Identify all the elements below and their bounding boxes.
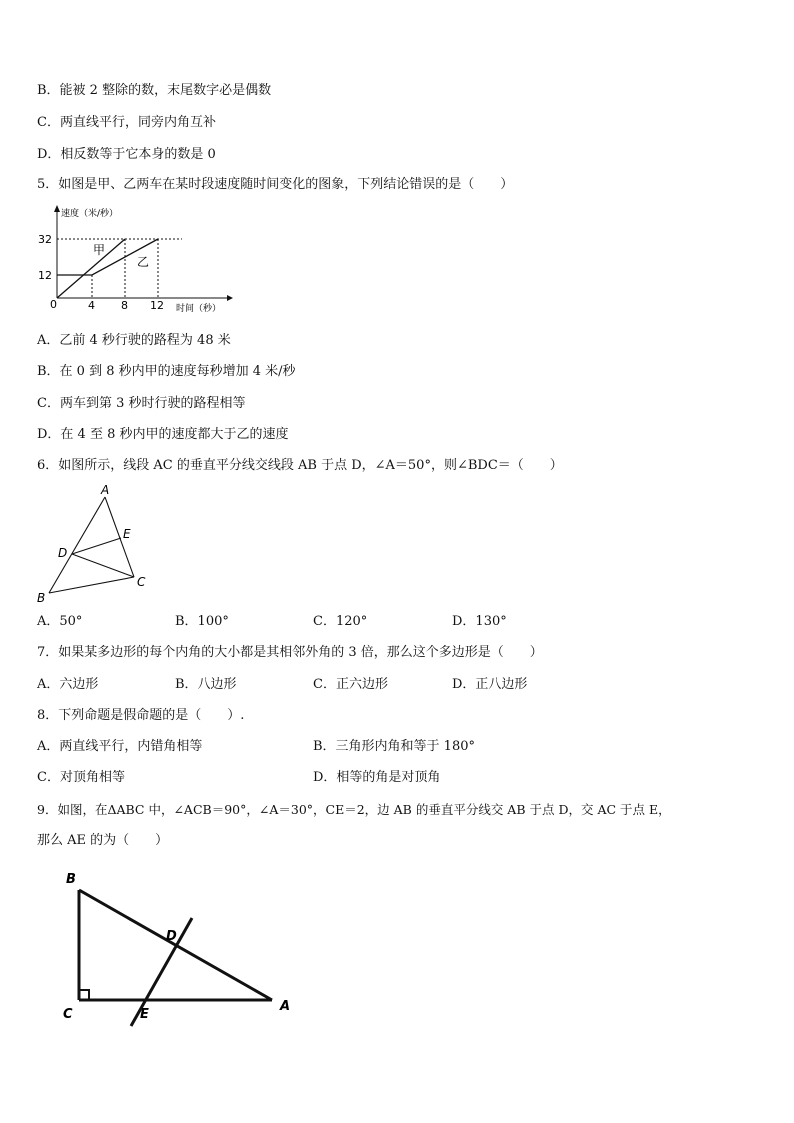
q5-yi-label: 乙 xyxy=(137,255,150,269)
q5-speed-time-graph xyxy=(32,204,252,318)
q5-x-axis-label: 时间（秒） xyxy=(176,304,222,314)
q6-label-d: D xyxy=(58,546,68,560)
q7-option-d: D．正八边形 xyxy=(452,677,528,692)
q9-label-c: C xyxy=(63,1007,73,1022)
q7-stem: 7．如果某多边形的每个内角的大小都是其相邻外角的 3 倍，那么这个多边形是（ ） xyxy=(37,645,543,660)
q5-x-tick-12: 12 xyxy=(150,299,164,312)
q5-option-d: D．在 4 至 8 秒内甲的速度都大于乙的速度 xyxy=(37,427,289,442)
q9-label-e: E xyxy=(140,1007,149,1022)
q6-label-b: B xyxy=(37,591,46,605)
q8-option-c: C．对顶角相等 xyxy=(37,770,125,785)
q5-option-a: A．乙前 4 秒行驶的路程为 48 米 xyxy=(37,333,231,348)
q5-y-tick-32: 32 xyxy=(38,233,52,246)
q9-label-b: B xyxy=(66,872,76,887)
q7-option-b: B．八边形 xyxy=(175,677,237,692)
q5-origin-label: 0 xyxy=(50,298,57,311)
q9-label-a: A xyxy=(280,999,291,1014)
q5-option-c: C．两车到第 3 秒时行驶的路程相等 xyxy=(37,396,246,411)
q9-label-d: D xyxy=(166,929,177,944)
q8-option-d: D．相等的角是对顶角 xyxy=(313,770,441,785)
q9-right-triangle-figure xyxy=(56,862,306,1032)
q8-option-a: A．两直线平行，内错角相等 xyxy=(37,739,203,754)
q4-option-b: B．能被 2 整除的数，末尾数字必是偶数 xyxy=(37,83,272,98)
q4-option-c: C．两直线平行，同旁内角互补 xyxy=(37,115,216,130)
q7-option-a: A．六边形 xyxy=(37,677,99,692)
q6-option-c: C．120° xyxy=(313,614,368,629)
q5-x-tick-8: 8 xyxy=(121,299,128,312)
q4-option-d: D．相反数等于它本身的数是 0 xyxy=(37,147,216,162)
q5-stem: 5．如图是甲、乙两车在某时段速度随时间变化的图象，下列结论错误的是（ ） xyxy=(37,177,514,192)
q6-label-a: A xyxy=(101,483,110,497)
q7-option-c: C．正六边形 xyxy=(313,677,388,692)
q8-option-b: B．三角形内角和等于 180° xyxy=(313,739,475,754)
q6-option-a: A．50° xyxy=(37,614,83,629)
q5-x-tick-4: 4 xyxy=(88,299,95,312)
q6-option-b: B．100° xyxy=(175,614,229,629)
q5-jia-label: 甲 xyxy=(93,243,106,257)
q8-stem: 8．下列命题是假命题的是（ ）. xyxy=(37,708,245,723)
q6-stem: 6．如图所示，线段 AC 的垂直平分线交线段 AB 于点 D，∠A＝50°，则∠BDC＝（ ） xyxy=(37,458,563,473)
q9-stem-line2: 那么 AE 的为（ ） xyxy=(37,833,169,848)
q6-label-c: C xyxy=(137,575,146,589)
q5-option-b: B．在 0 到 8 秒内甲的速度每秒增加 4 米/秒 xyxy=(37,364,296,379)
q9-stem-line1: 9．如图，在ΔABC 中，∠ACB＝90°，∠A＝30°，CE＝2，边 AB 的垂直平分线交 AB 于点 D，交 AC 于点 E， xyxy=(37,802,671,817)
q6-triangle-figure xyxy=(32,482,162,606)
q5-y-tick-12: 12 xyxy=(38,269,52,282)
q6-label-e: E xyxy=(123,527,131,541)
q6-option-d: D．130° xyxy=(452,614,507,629)
q5-line-jia xyxy=(57,239,125,298)
q5-y-axis-label: 速度（米/秒） xyxy=(61,209,119,219)
